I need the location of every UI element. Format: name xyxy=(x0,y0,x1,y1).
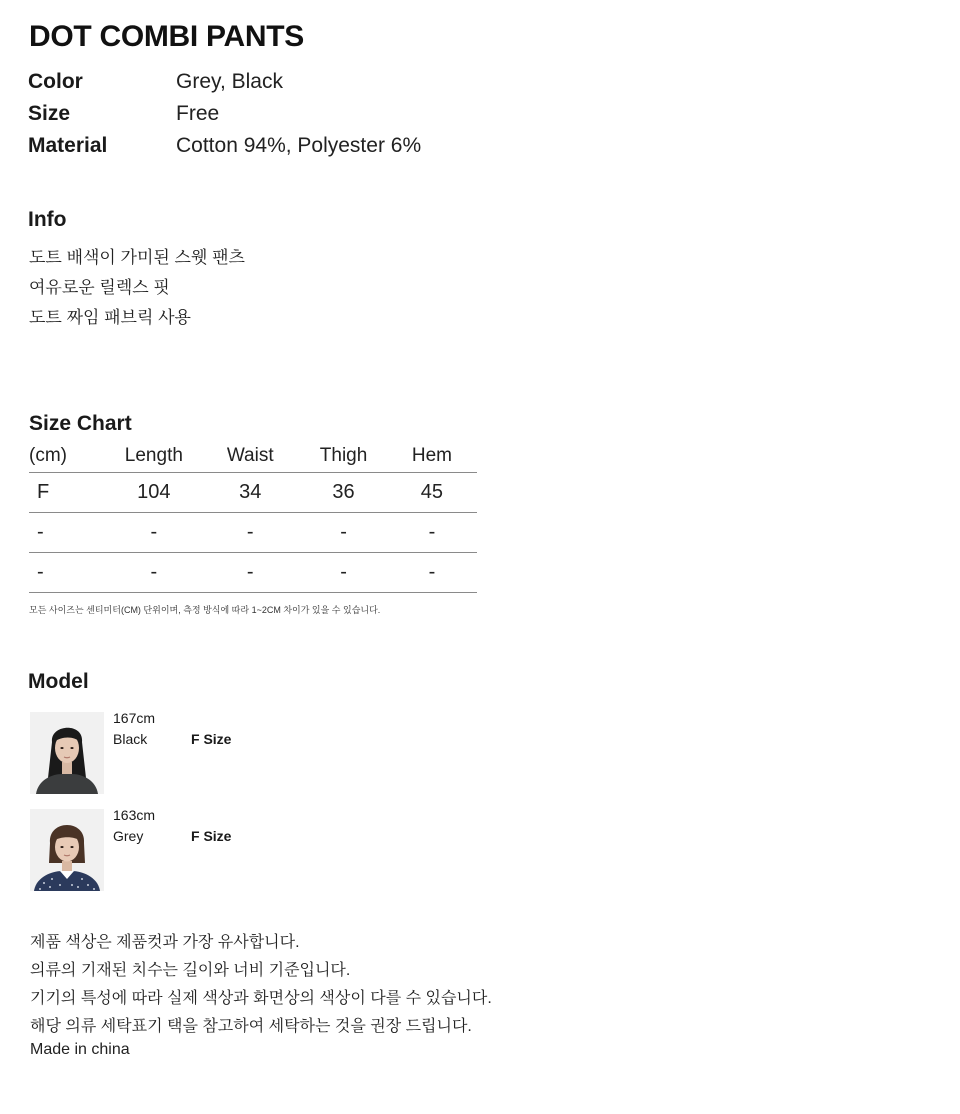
spec-label-size: Size xyxy=(28,102,71,125)
table-cell: - xyxy=(387,553,477,593)
spec-value-material: Cotton 94%, Polyester 6% xyxy=(176,134,422,157)
model-photo-black xyxy=(30,712,104,794)
spec-label-color: Color xyxy=(28,70,83,93)
model-height: 167cm xyxy=(113,710,156,726)
table-cell: - xyxy=(300,513,387,553)
size-chart-note: 모든 사이즈는 센티미터(CM) 단위이며, 측정 방식에 따라 1~2CM 차이가 있을 수 있습니다. xyxy=(29,605,381,615)
spec-value-size: Free xyxy=(176,102,220,125)
table-cell: 34 xyxy=(200,473,300,513)
note-line: 제품 색상은 제품컷과 가장 유사합니다. xyxy=(30,934,300,951)
model-size: F Size xyxy=(191,828,232,844)
table-cell: - xyxy=(200,513,300,553)
table-cell: - xyxy=(108,553,201,593)
table-cell: - xyxy=(200,553,300,593)
table-cell: - xyxy=(108,513,201,553)
table-cell: 36 xyxy=(300,473,387,513)
product-title: DOT COMBI PANTS xyxy=(29,20,304,53)
table-cell: F xyxy=(29,473,108,513)
model-heading: Model xyxy=(28,670,89,693)
size-chart-header-cell: Waist xyxy=(200,440,300,473)
table-row xyxy=(29,513,477,553)
size-chart-header-cell: Length xyxy=(108,440,201,473)
note-line: 의류의 기재된 치수는 길이와 너비 기준입니다. xyxy=(30,962,351,979)
size-chart-table xyxy=(29,440,477,593)
table-cell: - xyxy=(387,513,477,553)
table-cell: 45 xyxy=(387,473,477,513)
model-photo-grey xyxy=(30,809,104,891)
size-chart-header-cell: Thigh xyxy=(300,440,387,473)
model-size: F Size xyxy=(191,731,232,747)
spec-label-material: Material xyxy=(28,134,108,157)
size-chart-header-cell: (cm) xyxy=(29,440,108,473)
spec-value-color: Grey, Black xyxy=(176,70,283,93)
note-line: 기기의 특성에 따라 실제 색상과 화면상의 색상이 다를 수 있습니다. xyxy=(30,990,492,1007)
model-portrait-icon xyxy=(30,712,104,794)
table-cell: - xyxy=(300,553,387,593)
made-in-label: Made in china xyxy=(30,1041,130,1058)
table-cell: - xyxy=(29,553,108,593)
size-chart-heading: Size Chart xyxy=(29,412,132,435)
table-cell: 104 xyxy=(108,473,201,513)
table-cell: - xyxy=(29,513,108,553)
model-portrait-icon xyxy=(30,809,104,891)
model-height: 163cm xyxy=(113,807,156,823)
note-line: 해당 의류 세탁표기 택을 참고하여 세탁하는 것을 권장 드립니다. xyxy=(30,1018,472,1035)
model-color: Grey xyxy=(113,828,144,844)
model-color: Black xyxy=(113,731,148,747)
info-heading: Info xyxy=(28,208,67,231)
info-line: 도트 짜임 패브릭 사용 xyxy=(29,308,191,327)
table-row xyxy=(29,553,477,593)
size-chart-header-row xyxy=(29,440,477,473)
info-line: 도트 배색이 가미된 스웻 팬츠 xyxy=(29,248,245,267)
info-line: 여유로운 릴렉스 핏 xyxy=(29,278,170,297)
table-row xyxy=(29,473,477,513)
size-chart-header-cell: Hem xyxy=(387,440,477,473)
